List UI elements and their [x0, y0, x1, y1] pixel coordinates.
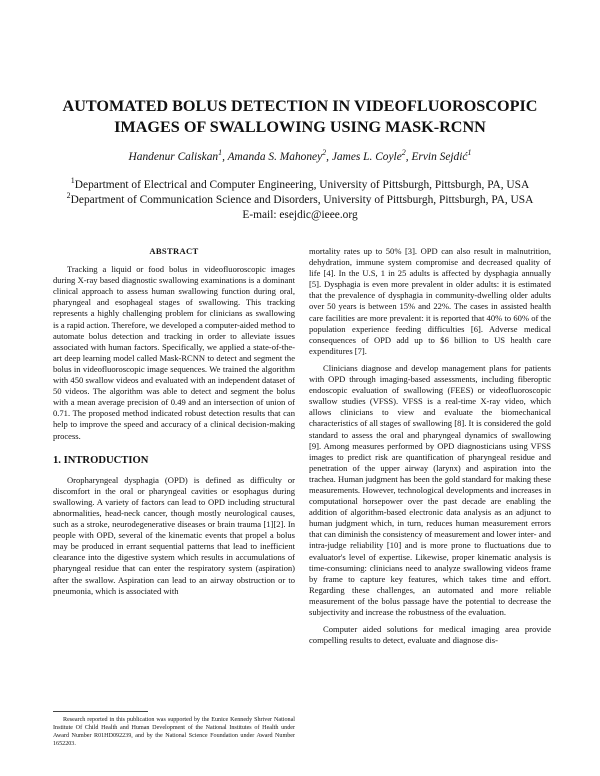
author-affil-mark: 2	[401, 148, 406, 158]
author-affil-mark: 1	[218, 148, 223, 158]
author-separator: ,	[405, 151, 412, 163]
paper-title	[40, 96, 560, 138]
footnote-text: Research reported in this publication was supported by the Eunice Kennedy Shriver National Institute Of Child Health and Human Development of the National Institutes of Health under Award Number R01HD092239, and by the National Science Foundation under Award Number 1652203.	[53, 717, 295, 748]
author-name: Handenur Caliskan	[128, 151, 219, 163]
left-column	[53, 246, 295, 597]
right-column	[309, 246, 551, 646]
affiliation-mark: 1	[70, 176, 75, 186]
affiliation-text: Department of Communication Science and Disorders, University of Pittsburgh, Pittsburgh, PA, USA	[70, 194, 534, 206]
affiliation-1	[40, 178, 560, 193]
author-name: Ervin Sejdić	[411, 151, 468, 163]
body-paragraph: Computer aided solutions for medical imaging area provide compelling results to detect, evaluate and diagnose dis-	[309, 624, 551, 646]
author-affil-mark: 2	[322, 148, 327, 158]
author-separator: ,	[326, 151, 332, 163]
title-line-2: IMAGES OF SWALLOWING USING MASK-RCNN	[114, 118, 486, 136]
author-name: James L. Coyle	[331, 151, 402, 163]
author-email: E-mail: esejdic@ieee.org	[242, 209, 358, 221]
intro-paragraph: Oropharyngeal dysphagia (OPD) is defined as difficulty or discomfort in the oral or pharyngeal cavities or esophagus during swallowing. A variety of factors can lead to OPD including structural abnormalities, head-neck cancer, though mostly neurological causes, such as a stroke, neurodegenerative diseases or brain trauma [1][2]. In people with OPD, several of the kinematic events that propel a bolus may be produced in errant sequential patterns that lead to inefficient clearance into the digestive system which results in accumulations of pharyngeal residue that can enter the respiratory system (aspiration) after the swallow. Aspiration can lead to an airway obstruction or to pneumonia, which is associated with	[53, 474, 295, 596]
section-heading-introduction: 1. INTRODUCTION	[53, 454, 149, 466]
footnote-divider	[53, 711, 148, 712]
author-list	[40, 148, 560, 163]
body-paragraph: mortality rates up to 50% [3]. OPD can also result in malnutrition, dehydration, immune system compromise and decreased quality of life [4]. In the U.S, 1 in 25 adults is affected by dysphagia annually [5]. Dysphagia is even more prevalent in older adults: it is estimated that the prevalence of dysphagia in community-dwelling older adults over 50 years is between 15% and 22%. The cases in assisted health care facilities are more prevalent: it is reported that 40% to 60% of the population experience feeding difficulties [6]. Adverse medical consequences of OPD add up to $6 billion to US health care expenditures [7].	[309, 246, 551, 356]
author-separator: ,	[222, 151, 228, 163]
abstract-heading: ABSTRACT	[149, 246, 199, 256]
author-affil-mark: 1	[467, 148, 472, 158]
body-paragraph: Clinicians diagnose and develop management plans for patients with OPD through imaging-based assessments, including fiberoptic endoscopic evaluation of swallowing (FEES) or videofluoroscopic swallow studies (VFSS). VFSS is a real-time X-ray video, which allows clinicians to view and evaluate the biomechanical characteristics of all stages of swallowing [8]. It is considered the gold standard to assess the oral and pharyngeal dynamics of swallowing [9]. Among measures performed by OPD diagnosticians using VFSS images to predict risk are quantification of pharyngeal residue and penetration of the upper airway (larynx) and aspiration into the trachea. Human judgment has been the gold standard for making these measurements. However, technological developments and increases in computational horsepower over the past decade are enabling the addition of algorithm-based electronic data analysis as an adjunct to human judgment which, in turn, reduces human measurement errors that can diminish the consistency of measurement and lower inter- and intra-judge reliability [10] and is more prone to fluctuations due to evaluator's level of expertise. Likewise, proper kinematic analysis is time-consuming: clinicians need to analyze swallowing videos frame by frame to capture key features, which takes time and effort. Regarding these challenges, an automated and more reliable measurement of the bolus passage have the potential to decrease the subjectivity and increase the robustness of the evaluation.	[309, 362, 551, 617]
title-line-1: AUTOMATED BOLUS DETECTION IN VIDEOFLUOROSCOPIC	[62, 97, 538, 115]
affiliation-text: Department of Electrical and Computer Engineering, University of Pittsburgh, Pittsburgh, PA, USA	[74, 179, 530, 191]
abstract-text: Tracking a liquid or food bolus in videofluoroscopic images during X-ray based diagnostic swallowing examinations is a dominant clinical approach to assess human swallowing function during oral, pharyngeal and esophageal stages of swallowing. This tracking represents a highly challenging problem for clinicians as swallowing is a rapid action. Therefore, we developed a computer-aided method to automate bolus detection and tracking in order to alleviate issues associated with human factors. Specifically, we applied a state-of-the-art deep learning model called Mask-RCNN to detect and segment the bolus in videofluoroscopic image sequences. We trained the algorithm with 450 swallow videos and evaluated with an independent dataset of 50 videos. The algorithm was able to detect and segment the bolus with a mean average precision of 0.49 and an intersection of union of 0.71. The proposed method indicated robust detection results that can help to improve the speed and accuracy of a clinical decision-making process.	[53, 264, 295, 441]
affiliation-2	[40, 193, 560, 208]
author-name: Amanda S. Mahoney	[227, 151, 323, 163]
affiliations	[40, 178, 560, 223]
funding-footnote	[53, 716, 295, 748]
affiliation-mark: 2	[66, 191, 71, 201]
